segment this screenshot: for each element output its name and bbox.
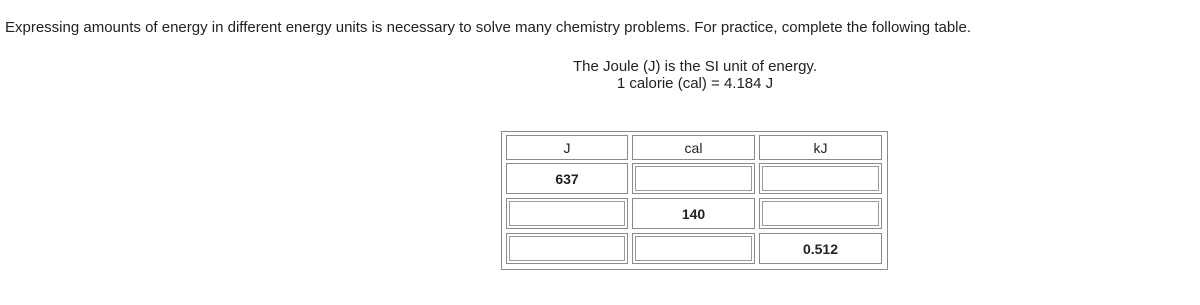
row1-joules-value: 637	[506, 163, 628, 194]
row3-calories-input[interactable]	[632, 233, 755, 264]
energy-conversion-table	[501, 131, 888, 270]
header-kilojoules: kJ	[759, 135, 882, 160]
header-joules: J	[506, 135, 628, 160]
answer-field[interactable]	[635, 166, 752, 191]
problem-instructions: Expressing amounts of energy in different energy units is necessary to solve many chemistry problems. For practice, complete the following table.	[5, 19, 972, 36]
row3-kilojoules-value: 0.512	[759, 233, 882, 264]
answer-field[interactable]	[762, 166, 879, 191]
answer-field[interactable]	[509, 236, 625, 261]
si-unit-note: The Joule (J) is the SI unit of energy.	[572, 58, 817, 75]
row2-calories-value: 140	[632, 198, 755, 229]
row3-joules-input[interactable]	[506, 233, 628, 264]
answer-field[interactable]	[635, 236, 752, 261]
answer-field[interactable]	[509, 201, 625, 226]
conversion-factor: 1 calorie (cal) = 4.184 J	[616, 75, 774, 92]
header-calories: cal	[632, 135, 755, 160]
answer-field[interactable]	[762, 201, 879, 226]
row2-kilojoules-input[interactable]	[759, 198, 882, 229]
row1-kilojoules-input[interactable]	[759, 163, 882, 194]
row2-joules-input[interactable]	[506, 198, 628, 229]
row1-calories-input[interactable]	[632, 163, 755, 194]
